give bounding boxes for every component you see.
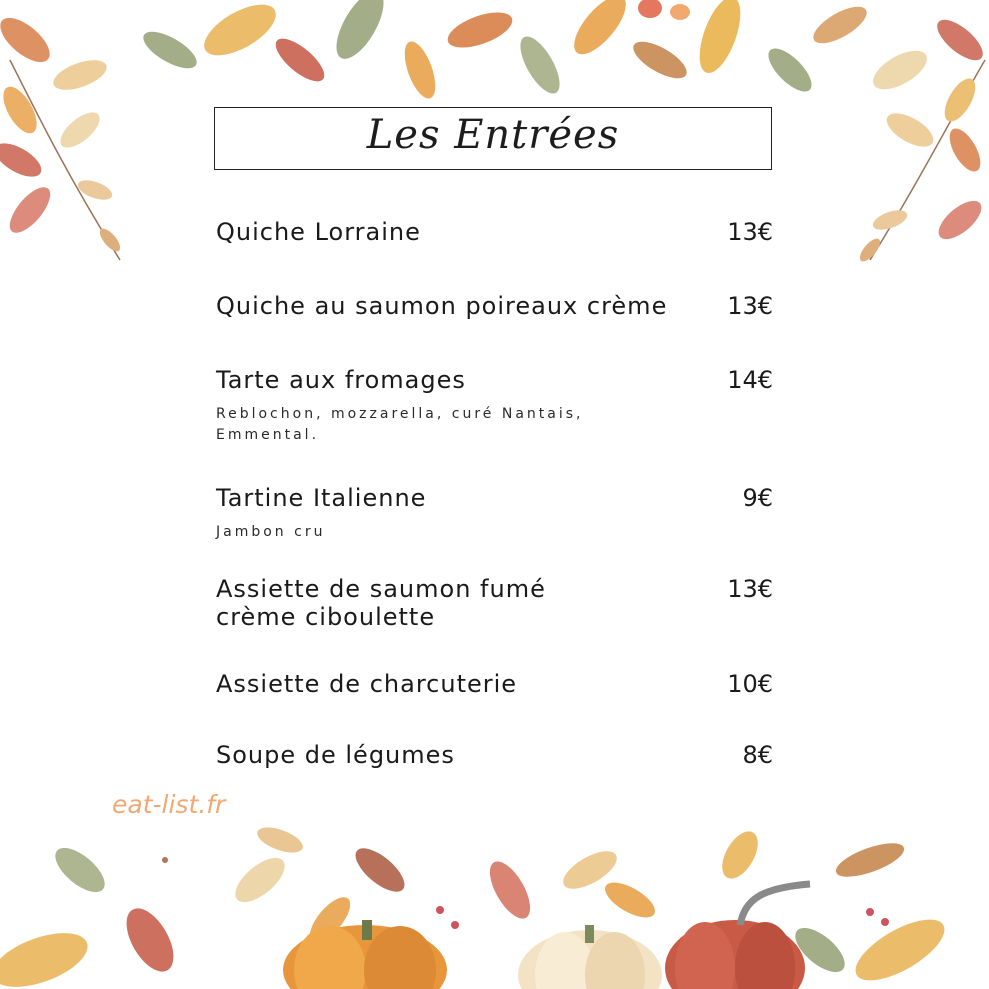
- menu-item-price: 13€: [727, 218, 773, 246]
- bottom-leaves-decoration: [0, 822, 953, 989]
- menu-item-price: 14€: [727, 366, 773, 394]
- menu-item-name: Tartine Italienne: [216, 484, 427, 512]
- menu-item-tartine-italienne: [216, 484, 776, 543]
- menu-item-name: Quiche Lorraine: [216, 218, 421, 246]
- menu-item-quiche-lorraine: [216, 218, 776, 246]
- menu-item-tarte-fromages: [216, 366, 776, 446]
- pumpkins-decoration: [283, 884, 810, 989]
- menu-item-assiette-saumon: [216, 575, 776, 631]
- menu-item-soupe-legumes: [216, 741, 776, 769]
- menu-item-price: 10€: [727, 670, 773, 698]
- menu-item-assiette-charcuterie: [216, 670, 776, 698]
- menu-item-price: 13€: [727, 292, 773, 320]
- menu-item-price: 13€: [727, 575, 773, 603]
- watermark: eat-list.fr: [112, 790, 226, 819]
- menu-item-description: Jambon cru: [216, 524, 326, 540]
- menu-title: Les Entrées: [366, 112, 620, 158]
- menu-title-box: [214, 107, 772, 170]
- menu-item-name: Quiche au saumon poireaux crème: [216, 292, 668, 320]
- menu-item-price: 8€: [742, 741, 773, 769]
- top-leaves-decoration: [138, 0, 872, 102]
- menu-item-name: Tarte aux fromages: [216, 366, 466, 394]
- menu-item-description: Reblochon, mozzarella, curé Nantais, Emmental.: [216, 406, 584, 443]
- menu-item-name: Soupe de légumes: [216, 741, 455, 769]
- menu-item-price: 9€: [742, 484, 773, 512]
- left-leaves-decoration: [0, 10, 124, 260]
- menu-item-quiche-saumon: [216, 292, 776, 320]
- menu-item-name: Assiette de saumon fumé crème ciboulette: [216, 575, 546, 631]
- right-leaves-decoration: [856, 13, 989, 265]
- menu-item-name: Assiette de charcuterie: [216, 670, 518, 698]
